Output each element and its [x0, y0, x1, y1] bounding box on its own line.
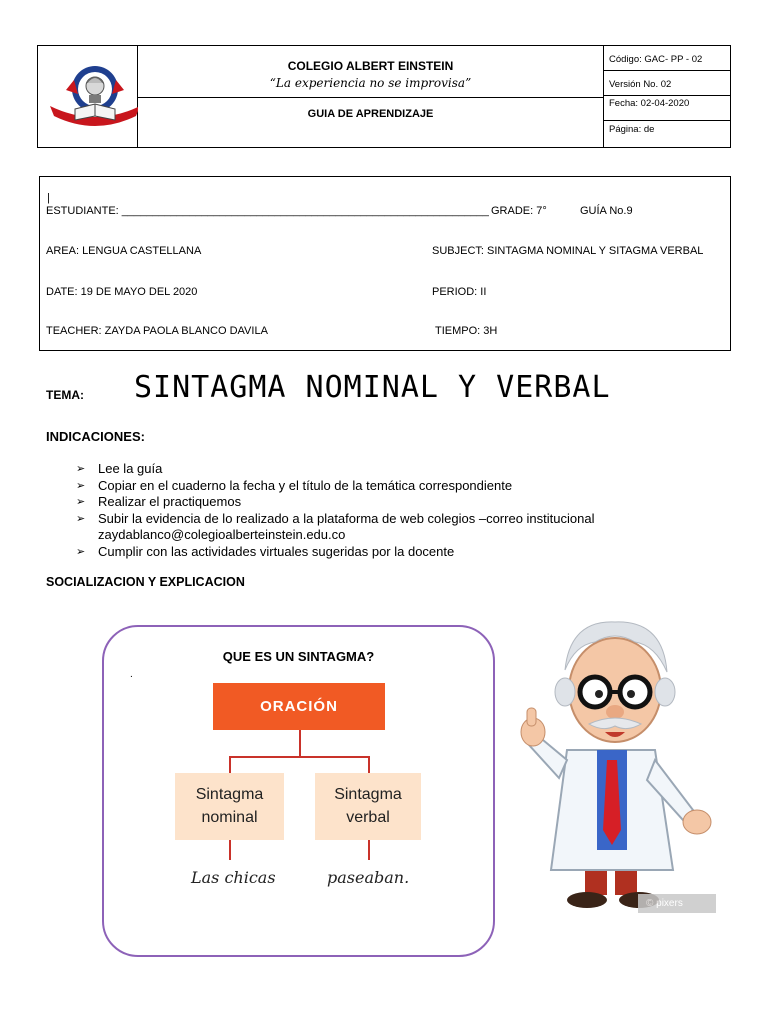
school-crest-logo [38, 46, 138, 147]
arrow-bullet-icon: ➢ [76, 463, 86, 475]
list-item: ➢ Lee la guía [76, 461, 163, 476]
email-link[interactable]: zaydablanco@colegioalberteinstein.edu.co [98, 527, 346, 542]
area-field: AREA: LENGUA CASTELLANA [46, 245, 202, 257]
sintagma-verbal-node: Sintagma verbal [315, 773, 421, 840]
tema-label: TEMA: [46, 388, 84, 402]
indicaciones-list [76, 461, 594, 560]
header-title-row [138, 46, 603, 98]
indicaciones-heading: INDICACIONES: [46, 429, 145, 444]
stray-dot: . [130, 669, 133, 680]
list-item: ➢ Copiar en el cuaderno la fecha y el título de la temática correspondiente [76, 477, 513, 493]
arrow-bullet-icon: ➢ [76, 479, 86, 492]
student-name-field[interactable]: ESTUDIANTE: ____________________________________________________________ [46, 205, 489, 217]
guia-number: GUÍA No.9 [580, 205, 633, 217]
logo-cell [38, 46, 138, 147]
diagram-question: QUE ES UN SINTAGMA? [222, 649, 375, 664]
text-cursor: | [47, 192, 50, 204]
arrow-bullet-icon: ➢ [76, 512, 86, 525]
example-nominal: Las chicas [191, 868, 276, 887]
arrow-bullet-icon: ➢ [76, 496, 86, 508]
teacher-field: TEACHER: ZAYDA PAOLA BLANCO DAVILA [46, 325, 268, 337]
school-motto: “La experiencia no se improvisa” [269, 76, 472, 90]
connector-line [368, 756, 370, 773]
grade-field: GRADE: 7° [491, 205, 547, 217]
connector-line [368, 840, 370, 860]
meta-pagina: Página: de [609, 124, 655, 135]
connector-line [229, 756, 231, 773]
list-item: ➢ Cumplir con las actividades virtuales sugeridas por la docente [76, 543, 455, 559]
oracion-node: ORACIÓN [213, 683, 385, 730]
connector-line [299, 730, 301, 757]
date-field: DATE: 19 DE MAYO DEL 2020 [46, 286, 198, 298]
sintagma-diagram [102, 625, 495, 957]
tiempo-field: TIEMPO: 3H [435, 325, 498, 337]
student-info-box [39, 176, 731, 351]
list-item: ➢ Subir la evidencia de lo realizado a la plataforma de web colegios –correo institucional zaydablanco@colegioalberteinstein.edu.co [76, 510, 595, 542]
meta-version: Versión No. 02 [604, 71, 731, 96]
period-field: PERIOD: II [432, 286, 487, 298]
pixers-watermark: © pixers [638, 894, 716, 913]
example-verbal: paseaban. [327, 868, 410, 887]
socializacion-heading: SOCIALIZACION Y EXPLICACION [46, 575, 245, 589]
subject-field: SUBJECT: SINTAGMA NOMINAL Y SITAGMA VERBAL [432, 245, 704, 257]
professor-illustration [515, 600, 725, 920]
arrow-bullet-icon: ➢ [76, 545, 86, 558]
connector-line [229, 756, 370, 758]
document-header [37, 45, 731, 148]
sintagma-nominal-node: Sintagma nominal [175, 773, 284, 840]
connector-line [229, 840, 231, 860]
guide-title: GUIA DE APRENDIZAJE [307, 108, 434, 120]
header-meta [604, 46, 731, 147]
meta-codigo: Código: GAC- PP - 02 [604, 46, 731, 71]
header-center [138, 46, 604, 147]
tema-title: SINTAGMA NOMINAL Y VERBAL [134, 370, 611, 405]
meta-fecha: Fecha: 02-04-2020 [604, 96, 731, 121]
list-item: ➢ Realizar el practiquemos [76, 494, 242, 509]
school-name: COLEGIO ALBERT EINSTEIN [287, 59, 454, 73]
